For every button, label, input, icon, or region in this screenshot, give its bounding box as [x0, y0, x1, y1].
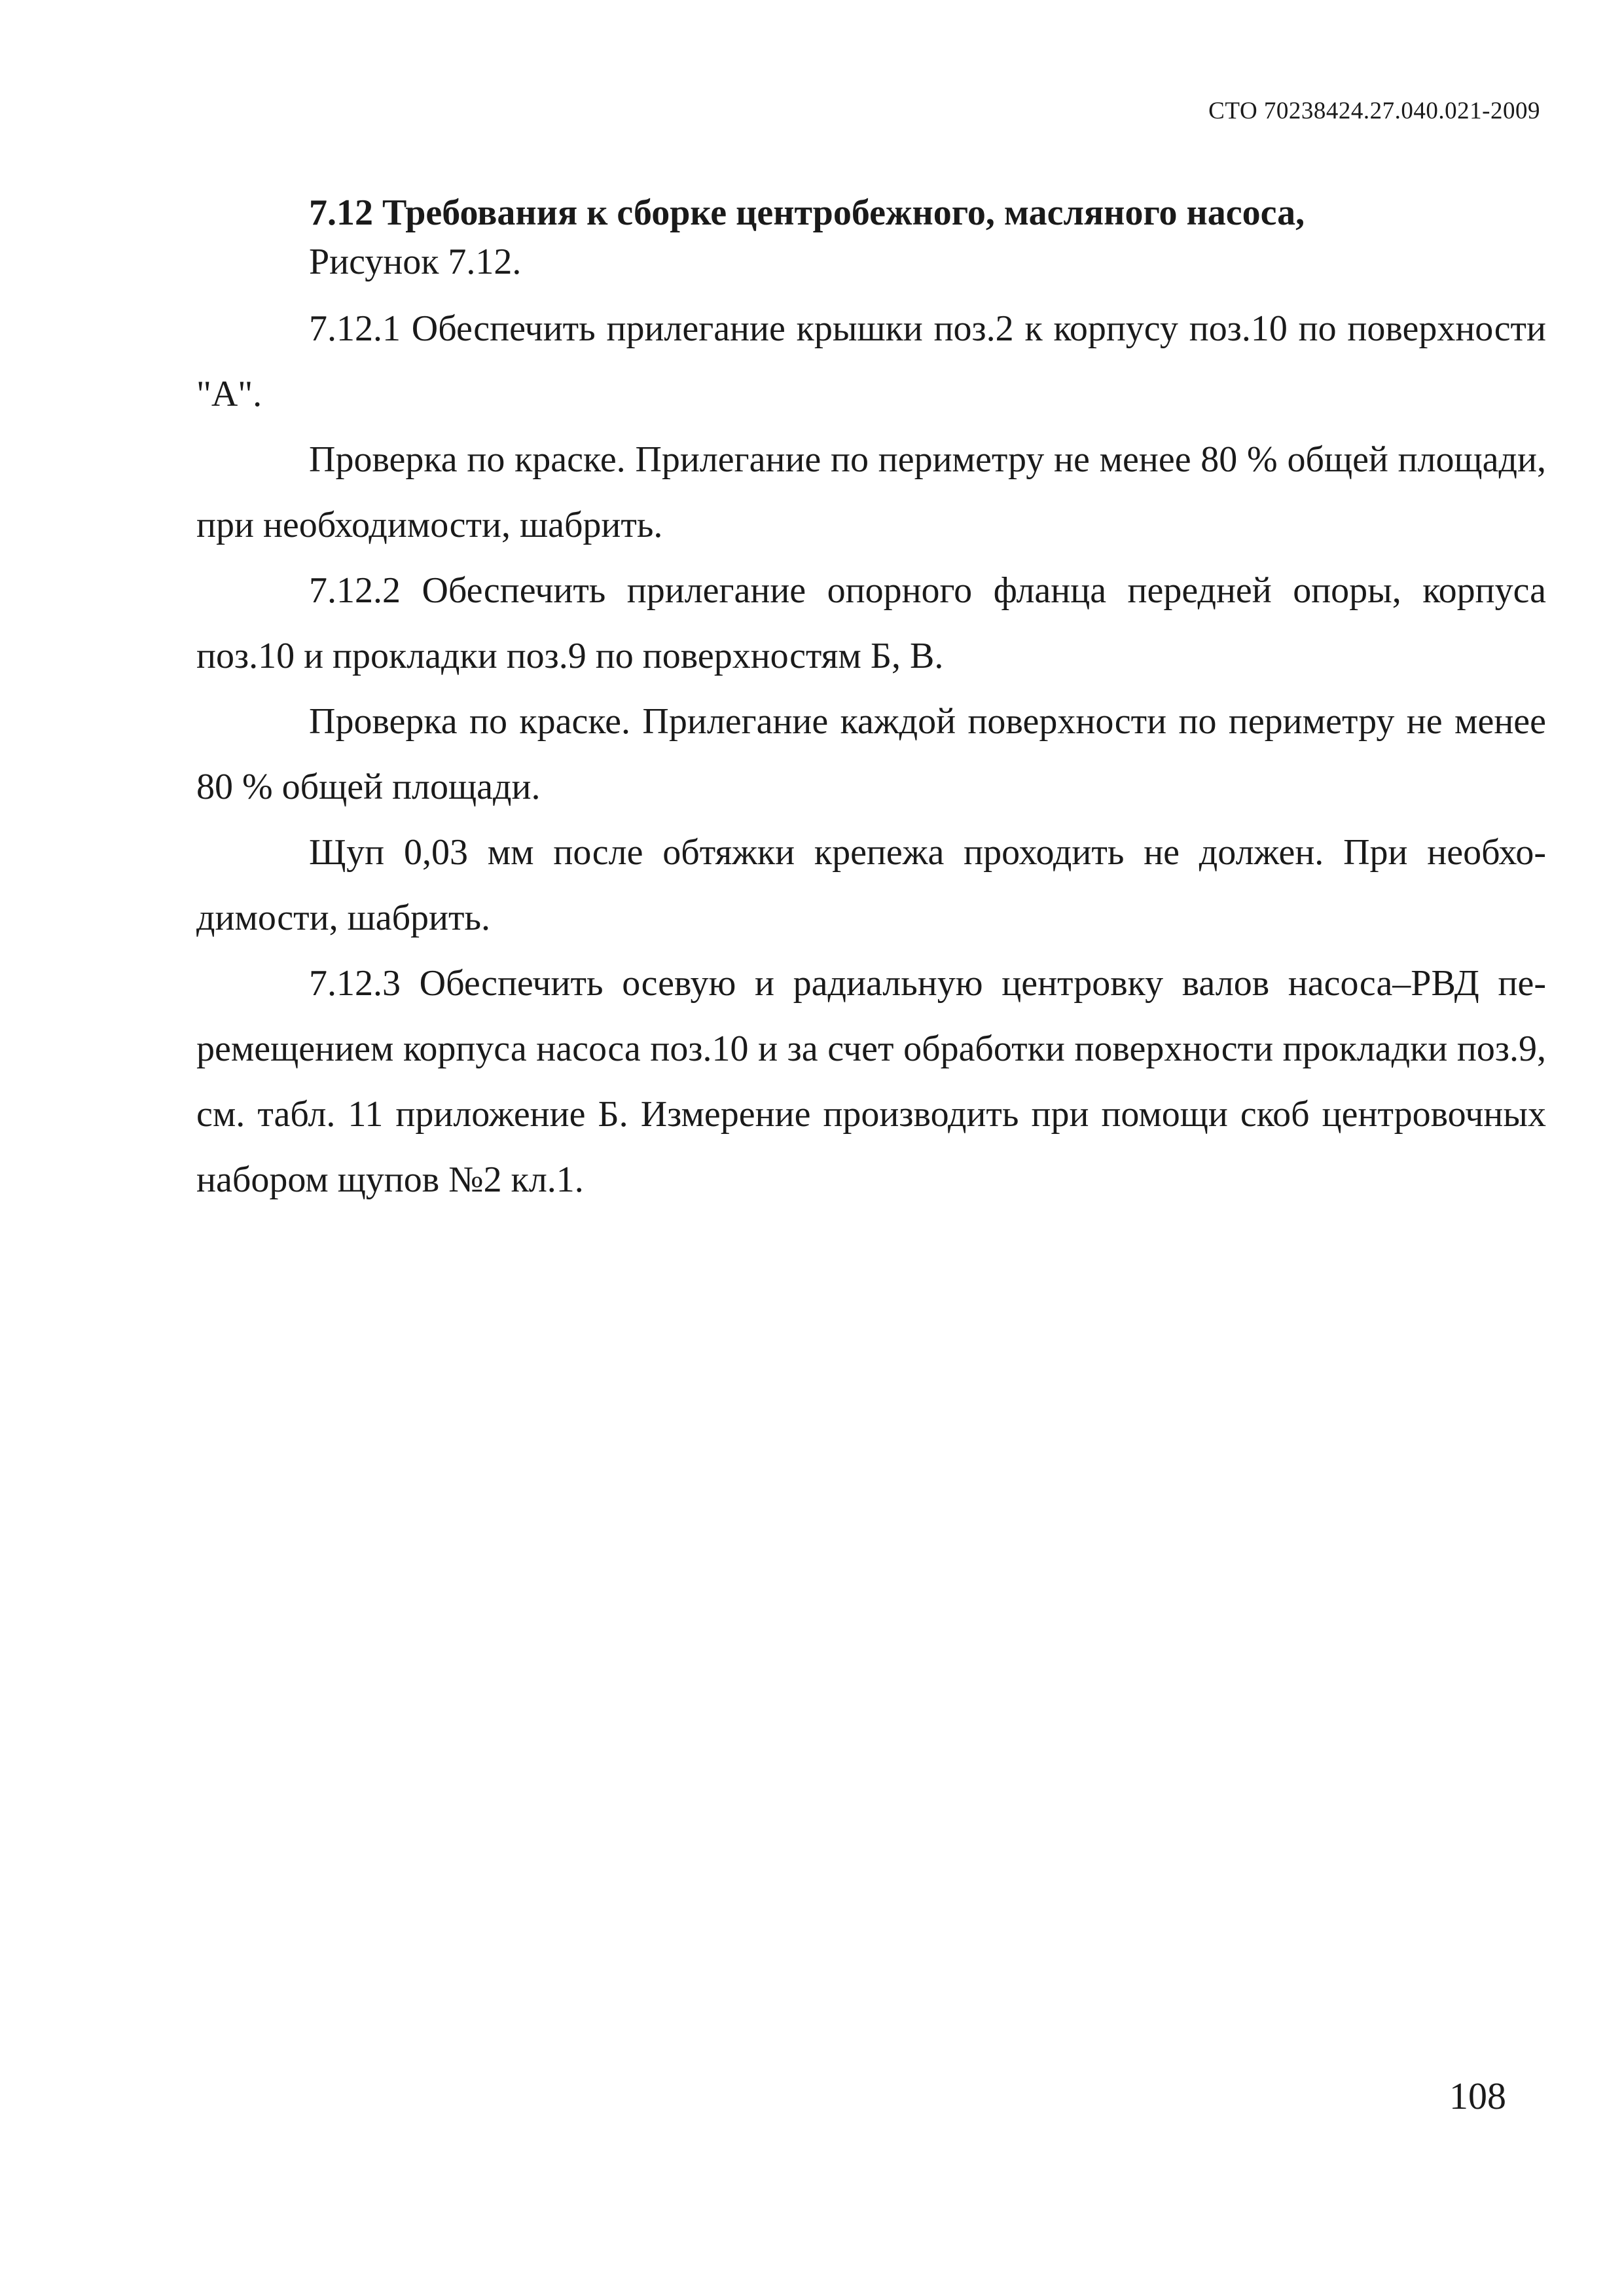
paragraph-7-12-1: 7.12.1 Обеспечить прилегание крышки поз.2 к корпусу поз.10 по поверхности "А". — [196, 308, 1546, 414]
paragraph-feeler-gauge: Щуп 0,03 мм после обтяжки крепежа проходить не должен. При необходимости, шабрить. — [196, 832, 1546, 938]
section-title: 7.12 Требования к сборке центробежного, масляного насоса, — [309, 192, 1305, 233]
paragraph-paint-check-2: Проверка по краске. Прилегание каждой поверхности по периметру не менее 80 % общей площади. — [196, 701, 1546, 807]
document-code: СТО 70238424.27.040.021-2009 — [1208, 98, 1540, 124]
paragraph-7-12-2: 7.12.2 Обеспечить прилегание опорного фланца передней опоры, корпуса поз.10 и прокладки поз.9 по поверхностям Б, В. — [196, 570, 1546, 676]
page-number: 108 — [1449, 2075, 1506, 2117]
paragraph-7-12-3: 7.12.3 Обеспечить осевую и радиальную центровку валов насоса–РВД перемещением корпуса насоса поз.10 и за счет обработки поверхности прокладки поз.9, см. табл. 11 приложение Б. Измерение производить при помощи скоб центровочных набором щупов №2 кл.1. — [196, 963, 1546, 1200]
document-body — [196, 190, 1546, 1212]
paragraph-paint-check-1: Проверка по краске. Прилегание по периметру не менее 80 % общей площади, при необходимости, шабрить. — [196, 439, 1546, 545]
section-figure-reference: Рисунок 7.12. — [309, 242, 522, 282]
